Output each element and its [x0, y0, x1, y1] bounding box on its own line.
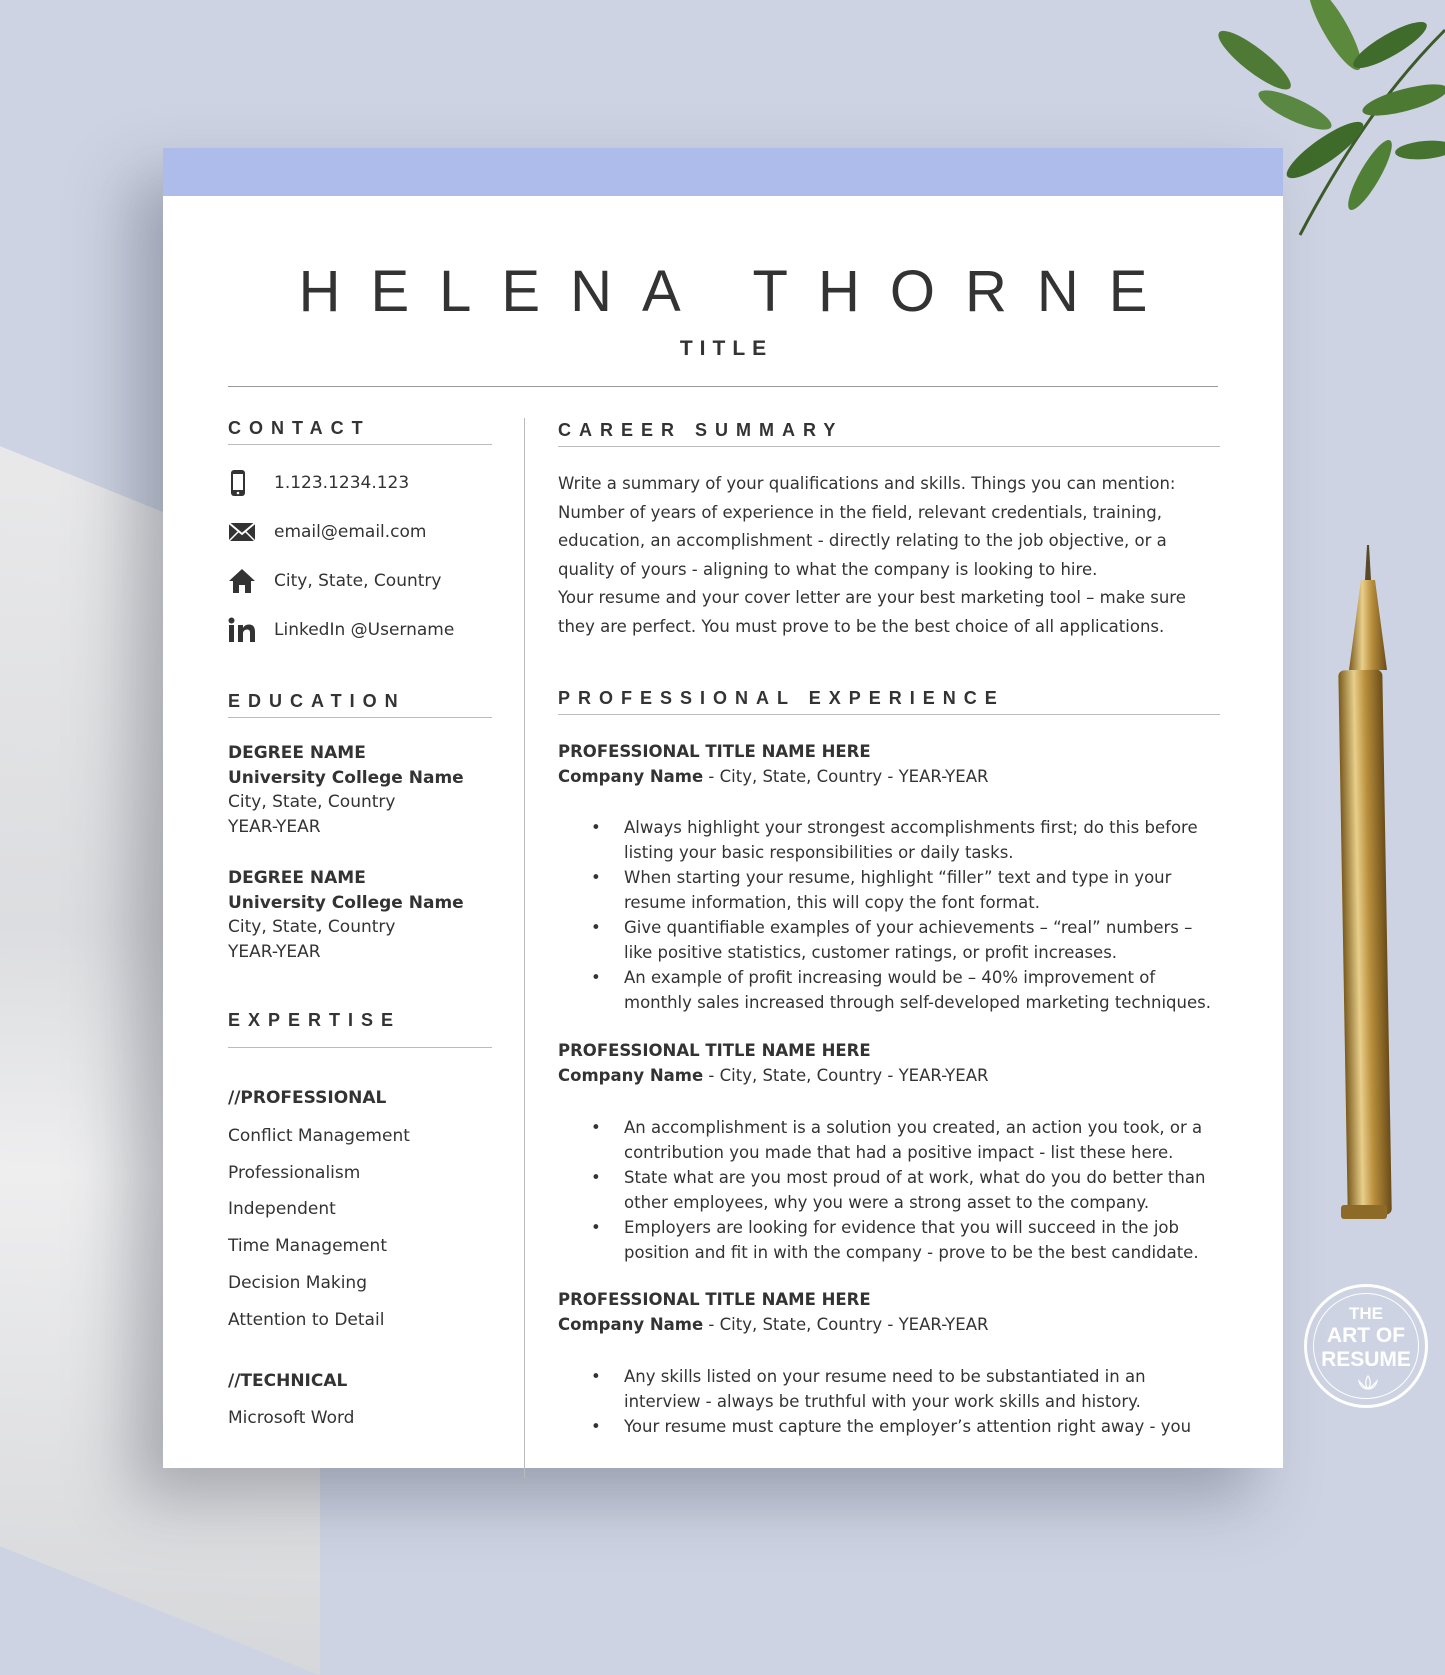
career-summary-heading: CAREER SUMMARY	[558, 420, 1220, 447]
badge-line-3: RESUME	[1321, 1348, 1411, 1371]
company-name: Company Name	[558, 1066, 704, 1085]
summary-line: Write a summary of your qualifications and skills. Things you can mention:	[558, 474, 1176, 493]
summary-line: education, an accomplishment - directly relating to the job objective, or a	[558, 531, 1167, 550]
accent-band	[163, 148, 1283, 196]
expertise-technical-heading: //TECHNICAL	[228, 1371, 348, 1391]
expertise-item: Independent	[228, 1199, 336, 1219]
lotus-icon	[1357, 1375, 1379, 1391]
job-company-line	[558, 767, 988, 786]
job-bullets	[558, 1115, 1218, 1265]
job-title: PROFESSIONAL TITLE NAME HERE	[558, 1041, 871, 1060]
resume-title: TITLE	[679, 337, 774, 360]
summary-line: Your resume and your cover letter are your best marketing tool – make sure	[558, 588, 1186, 607]
bullet-line: like positive statistics, customer ratings, or profit increases.	[624, 943, 1118, 962]
bullet-item	[558, 865, 1218, 915]
header-divider	[228, 386, 1218, 387]
bullet-line: • Always highlight your strongest accomplishments first; do this before	[624, 818, 1198, 837]
job-details: - City, State, Country - YEAR-YEAR	[703, 1315, 989, 1334]
job-bullets	[558, 1364, 1218, 1439]
degree-name: DEGREE NAME	[228, 868, 366, 888]
summary-line: Number of years of experience in the field, relevant credentials, training,	[558, 502, 1162, 522]
art-of-resume-badge	[1304, 1284, 1428, 1408]
expertise-item: Conflict Management	[228, 1126, 410, 1146]
job-bullets	[558, 815, 1218, 1015]
bullet-item	[558, 1414, 1218, 1439]
experience-heading: PROFESSIONAL EXPERIENCE	[558, 688, 1220, 715]
column-divider	[524, 418, 525, 1478]
bullet-item	[558, 1215, 1218, 1265]
envelope-icon	[228, 517, 258, 547]
summary-line: quality of yours - aligning to what the company is looking to hire.	[558, 559, 1098, 579]
contact-phone	[228, 468, 409, 498]
resume-name: HELENA THORNE	[298, 259, 1178, 324]
home-icon	[228, 566, 258, 596]
summary-line: they are perfect. You must prove to be the best choice of all applications.	[558, 616, 1165, 636]
expertise-item: Professionalism	[228, 1163, 361, 1183]
bullet-item	[558, 915, 1218, 965]
education-heading: EDUCATION	[228, 691, 492, 718]
bullet-line: contribution you made that had a positive impact - list these here.	[624, 1143, 1174, 1162]
bullet-line: • When starting your resume, highlight “filler” text and type in your	[624, 868, 1172, 887]
badge-line-1: THE	[1349, 1304, 1383, 1323]
school-location: City, State, Country	[228, 792, 396, 812]
education-years: YEAR-YEAR	[228, 941, 321, 962]
bullet-line: • Give quantifiable examples of your achievements – “real” numbers –	[624, 918, 1193, 937]
contact-address	[228, 566, 441, 596]
bullet-line: interview - always be truthful with your work skills and history.	[624, 1392, 1141, 1411]
job-title: PROFESSIONAL TITLE NAME HERE	[558, 1290, 871, 1309]
job-details: - City, State, Country - YEAR-YEAR	[703, 1066, 989, 1085]
expertise-item: Time Management	[228, 1236, 387, 1256]
school-name: University College Name	[228, 892, 464, 913]
expertise-item: Attention to Detail	[228, 1310, 385, 1330]
bullet-line: listing your basic responsibilities or daily tasks.	[624, 843, 1014, 862]
bullet-item	[558, 1364, 1218, 1414]
resume-page	[163, 148, 1283, 1468]
bullet-line: • An example of profit increasing would be – 40% improvement of	[624, 968, 1156, 987]
expertise-item: Microsoft Word	[228, 1408, 355, 1428]
expertise-item: Decision Making	[228, 1273, 367, 1293]
contact-heading: CONTACT	[228, 418, 492, 445]
education-years: YEAR-YEAR	[228, 816, 321, 837]
school-location: City, State, Country	[228, 917, 396, 937]
expertise-professional-heading: //PROFESSIONAL	[228, 1088, 387, 1108]
job-company-line	[558, 1315, 988, 1334]
school-name: University College Name	[228, 767, 464, 788]
degree-name: DEGREE NAME	[228, 743, 366, 763]
bullet-line: • Employers are looking for evidence that you will succeed in the job	[624, 1218, 1179, 1237]
job-details: - City, State, Country - YEAR-YEAR	[703, 767, 989, 786]
contact-linkedin-text: LinkedIn @Username	[274, 620, 455, 640]
company-name: Company Name	[558, 1315, 704, 1334]
bullet-line: • Any skills listed on your resume need to be substantiated in an	[624, 1367, 1146, 1386]
bullet-line: monthly sales increased through self-developed marketing techniques.	[624, 993, 1211, 1012]
education-entry	[228, 741, 464, 839]
bullet-line: • Your resume must capture the employer’s attention right away - you	[624, 1417, 1192, 1436]
bullet-line: • An accomplishment is a solution you created, an action you took, or a	[624, 1118, 1203, 1137]
bullet-line: other employees, why you were a strong asset to the company.	[624, 1193, 1150, 1212]
contact-phone-text: 1.123.1234.123	[274, 473, 410, 493]
job-title: PROFESSIONAL TITLE NAME HERE	[558, 742, 871, 761]
phone-icon	[228, 468, 258, 498]
bullet-line: • State what are you most proud of at work, what do you do better than	[624, 1168, 1206, 1187]
gold-pen-decoration	[1315, 540, 1395, 1230]
bullet-item	[558, 1115, 1218, 1165]
bullet-line: position and fit in with the company - prove to be the best candidate.	[624, 1243, 1199, 1262]
career-summary-text	[558, 470, 1208, 641]
contact-linkedin	[228, 615, 454, 645]
bullet-line: resume information, this will copy the font format.	[624, 893, 1041, 912]
expertise-heading: EXPERTISE	[228, 1010, 492, 1048]
contact-email	[228, 517, 426, 547]
contact-address-text: City, State, Country	[274, 571, 442, 591]
bullet-item	[558, 965, 1218, 1015]
education-entry	[228, 866, 464, 964]
contact-email-text: email@email.com	[274, 522, 427, 542]
job-company-line	[558, 1066, 988, 1085]
badge-line-2: ART OF	[1326, 1324, 1406, 1347]
company-name: Company Name	[558, 767, 704, 786]
linkedin-icon	[228, 615, 258, 645]
bullet-item	[558, 1165, 1218, 1215]
bullet-item	[558, 815, 1218, 865]
